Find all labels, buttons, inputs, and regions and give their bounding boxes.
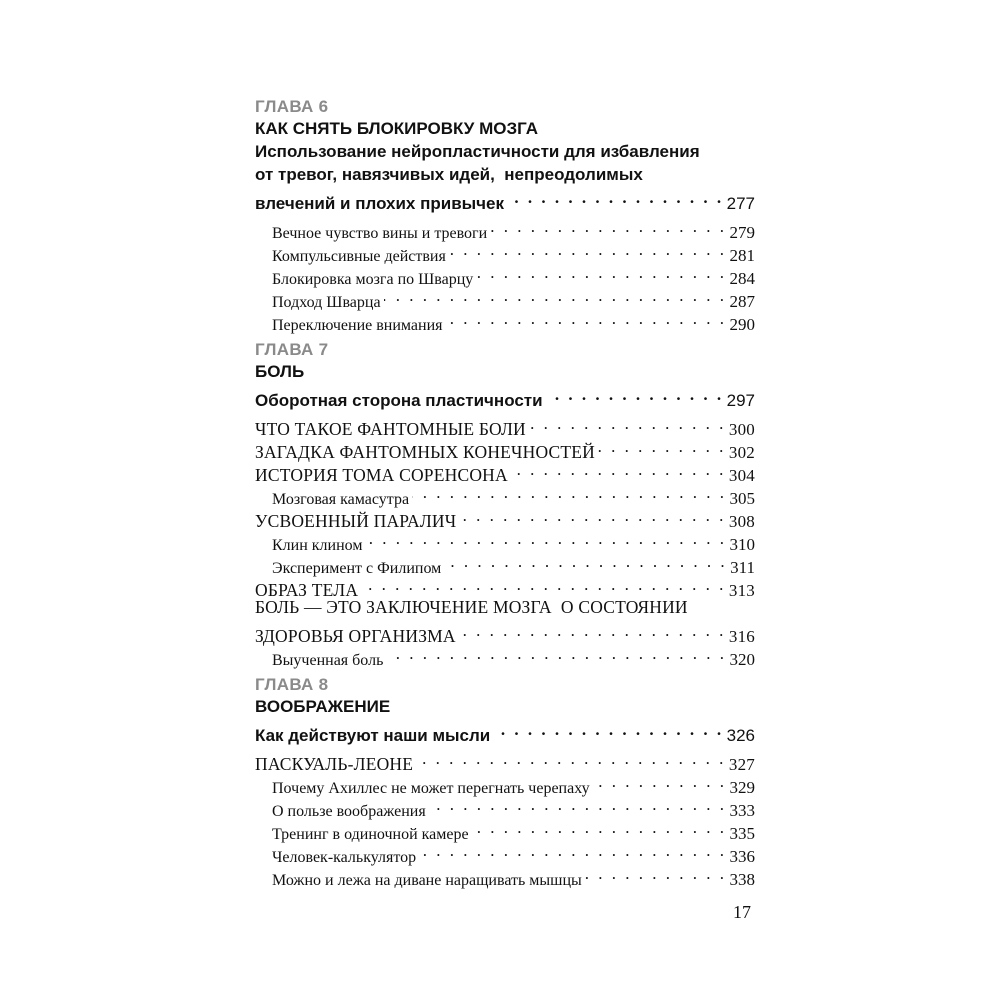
chapter-description-entry xyxy=(255,186,755,213)
chapter-description-line: от тревог, навязчивых идей, непреодолимых xyxy=(255,165,643,184)
toc-entry xyxy=(255,747,755,774)
entry-page: 335 xyxy=(729,824,755,843)
chapter-description-entry xyxy=(255,383,755,410)
dot-leader xyxy=(493,718,723,741)
dot-leader xyxy=(361,573,726,596)
dot-leader xyxy=(459,504,726,527)
entry-title: ЧТО ТАКОЕ ФАНТОМНЫЕ БОЛИ xyxy=(255,419,526,439)
chapter-description-entry xyxy=(255,718,755,745)
entry-page: 284 xyxy=(729,269,755,288)
dot-leader xyxy=(365,527,726,550)
dot-leader xyxy=(459,619,726,642)
entry-page: 279 xyxy=(729,223,755,242)
entry-title: влечений и плохих привычек xyxy=(255,194,505,213)
entry-title: ЗДОРОВЬЯ ОРГАНИЗМА xyxy=(255,626,456,646)
chapter-title: ВООБРАЖЕНИЕ xyxy=(255,697,391,716)
toc-entry xyxy=(255,619,755,646)
entry-title: Тренинг в одиночной камере xyxy=(272,826,469,843)
entry-page: 290 xyxy=(729,315,755,334)
dot-leader xyxy=(444,550,727,573)
dot-leader xyxy=(412,481,726,504)
entry-title: Вечное чувство вины и тревоги xyxy=(272,225,488,242)
entry-page: 333 xyxy=(729,801,755,820)
dot-leader xyxy=(490,215,726,238)
entry-page: 297 xyxy=(726,391,755,410)
entry-page: 302 xyxy=(728,443,755,462)
entry-title: Почему Ахиллес не может перегнать черепаху xyxy=(272,780,590,797)
chapter-label: ГЛАВА 8 xyxy=(255,675,329,694)
chapter-title: БОЛЬ xyxy=(255,362,305,381)
chapter-description-line: Использование нейропластичности для избавления xyxy=(255,142,700,161)
toc-entry xyxy=(255,412,755,439)
chapter-label: ГЛАВА 7 xyxy=(255,340,329,359)
entry-page: 305 xyxy=(729,489,755,508)
entry-title: Можно и лежа на диване наращивать мышцы xyxy=(272,872,582,889)
entry-page: 310 xyxy=(729,535,755,554)
toc-entry-first-line xyxy=(255,596,755,619)
entry-title: УСВОЕННЫЙ ПАРАЛИЧ xyxy=(255,511,457,531)
dot-leader xyxy=(598,435,726,458)
entry-page: 316 xyxy=(728,627,755,646)
entry-title: ЗАГАДКА ФАНТОМНЫХ КОНЕЧНОСТЕЙ xyxy=(255,442,596,462)
entry-title: ИСТОРИЯ ТОМА СОРЕНСОНА xyxy=(255,465,508,485)
entry-page: 308 xyxy=(728,512,755,531)
dot-leader xyxy=(429,793,727,816)
entry-page: 281 xyxy=(729,246,755,265)
entry-title: Клин клином xyxy=(272,537,363,554)
chapter-label: ГЛАВА 6 xyxy=(255,97,329,116)
entry-title: Блокировка мозга по Шварцу xyxy=(272,271,474,288)
chapter-title: КАК СНЯТЬ БЛОКИРОВКУ МОЗГА xyxy=(255,119,538,138)
entry-page: 338 xyxy=(729,870,755,889)
entry-page: 277 xyxy=(726,194,755,213)
dot-leader xyxy=(529,412,726,435)
entry-page: 304 xyxy=(728,466,755,485)
entry-title: О пользе воображения xyxy=(272,803,426,820)
entry-page: 320 xyxy=(729,650,755,669)
entry-title: Мозговая камасутра xyxy=(272,491,410,508)
entry-title: Выученная боль xyxy=(272,652,384,669)
entry-page: 336 xyxy=(729,847,755,866)
entry-page: 313 xyxy=(728,581,755,600)
dot-leader xyxy=(446,307,727,330)
dot-leader xyxy=(507,186,724,209)
dot-leader xyxy=(384,284,727,307)
entry-title: Оборотная сторона пластичности xyxy=(255,391,543,410)
entry-title: Эксперимент с Филипом xyxy=(272,560,442,577)
entry-title: Человек-калькулятор xyxy=(272,849,417,866)
entry-title: ОБРАЗ ТЕЛА xyxy=(255,580,359,600)
entry-title: Как действуют наши мысли xyxy=(255,726,491,745)
entry-title: Компульсивные действия xyxy=(272,248,446,265)
entry-title: Переключение внимания xyxy=(272,317,443,334)
entry-page: 326 xyxy=(726,726,755,745)
dot-leader xyxy=(386,642,726,665)
dot-leader xyxy=(472,816,727,839)
entry-page: 311 xyxy=(730,558,755,577)
dot-leader xyxy=(593,770,727,793)
dot-leader xyxy=(419,839,726,862)
dot-leader xyxy=(511,458,726,481)
entry-title: Подход Шварца xyxy=(272,294,381,311)
entry-title: БОЛЬ — ЭТО ЗАКЛЮЧЕНИЕ МОЗГА О СОСТОЯНИИ xyxy=(255,597,688,617)
entry-page: 329 xyxy=(729,778,755,797)
table-of-contents xyxy=(255,96,755,889)
dot-leader xyxy=(585,862,727,885)
toc-entry xyxy=(255,215,755,242)
dot-leader xyxy=(546,383,724,406)
dot-leader xyxy=(476,261,726,284)
entry-page: 300 xyxy=(728,420,755,439)
entry-page: 287 xyxy=(729,292,755,311)
dot-leader xyxy=(416,747,726,770)
page-number: 17 xyxy=(733,902,751,922)
dot-leader xyxy=(449,238,727,261)
entry-title: ПАСКУАЛЬ-ЛЕОНЕ xyxy=(255,754,414,774)
entry-page: 327 xyxy=(728,755,755,774)
